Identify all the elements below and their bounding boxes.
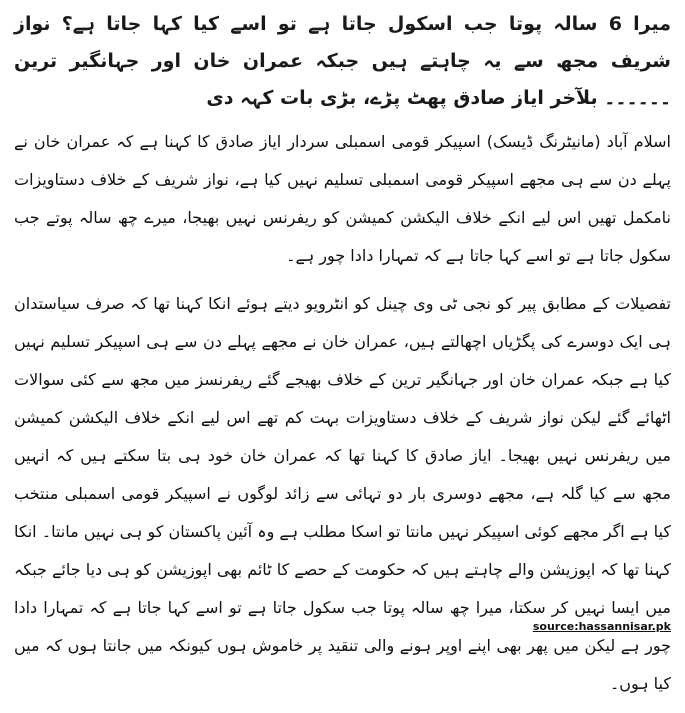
article-paragraph-details: تفصیلات کے مطابق پیر کو نجی ٹی وی چینل کو انٹرویو دیتے ہوئے انکا کہنا تھا کہ صرف سیاستدان ہی ایک دوسرے کی پگڑیاں اچھالتے ہیں، عمران خان نے مجھے پہلے دن سے ہی اسپیکر تسلیم نہیں کیا ہے جبکہ عمران خان اور جہانگیر ترین کے خلاف بھیجے گئے ریفرنسز میں مجھ سے کئی سوالات اٹھائے گئے لیکن نواز شریف کے خلاف دستاویزات بہت کم تھے اس لیے انکے خلاف الیکشن کمیشن میں ریفرنس نہیں بھیجا۔ ایاز صادق کا کہنا تھا کہ عمران خان خود ہی بتا سکتے ہیں کہ انہیں مجھ سے کیا گلہ ہے، مجھے دوسری بار دو تہائی سے زائد لوگوں نے اسپیکر قومی اسمبلی منتخب کیا ہے اگر مجھے کوئی اسپیکر نہیں مانتا تو اسکا مطلب ہے وہ آئین پاکستان کو ہی نہیں مانتا۔ انکا کہنا تھا کہ اپوزیشن والے چاہتے ہیں کہ حکومت کے حصے کا ٹائم بھی اپوزیشن کو ہی دیا جائے جبکہ میں ایسا نہیں کر سکتا، میرا چھ سالہ پوتا جب سکول جاتا ہے تو اسے کہا جاتا ہے کہ تمہارا دادا چور ہے لیکن میں پھر بھی اپنے اوپر ہونے والی تنقید پر خاموش ہوں کیونکہ میں جانتا ہوں کہ میں کیا ہوں۔ — [14, 294, 671, 693]
source-link[interactable]: source:hassannisar.pk — [532, 620, 671, 633]
article-paragraph-intro: اسلام آباد (مانیٹرنگ ڈیسک) اسپیکر قومی اسمبلی سردار ایاز صادق کا کہنا ہے کہ عمران خان نے پہلے دن سے ہی مجھے اسپیکر قومی اسمبلی تسلیم نہیں کیا ہے، نواز شریف کے خلاف دستاویزات نامکمل تھیں اس لیے انکے خلاف الیکشن کمیشن کو ریفرنس نہیں بھیجا، میرے چھ سالہ پوتے جب سکول جاتا ہے تو اسے کہا جاتا ہے کہ تمہارا دادا چور ہے۔ — [14, 132, 671, 265]
headline: میرا 6 سالہ پوتا جب اسکول جاتا ہے تو اسے کیا کہا جاتا ہے؟ نواز شریف مجھ سے یہ چاہتے ہیں جبکہ عمران خان اور جہانگیر ترین ۔۔۔۔۔۔ بلآخر ایاز صادق پھٹ پڑے، بڑی بات کہہ دی — [14, 13, 672, 109]
article — [14, 6, 671, 713]
